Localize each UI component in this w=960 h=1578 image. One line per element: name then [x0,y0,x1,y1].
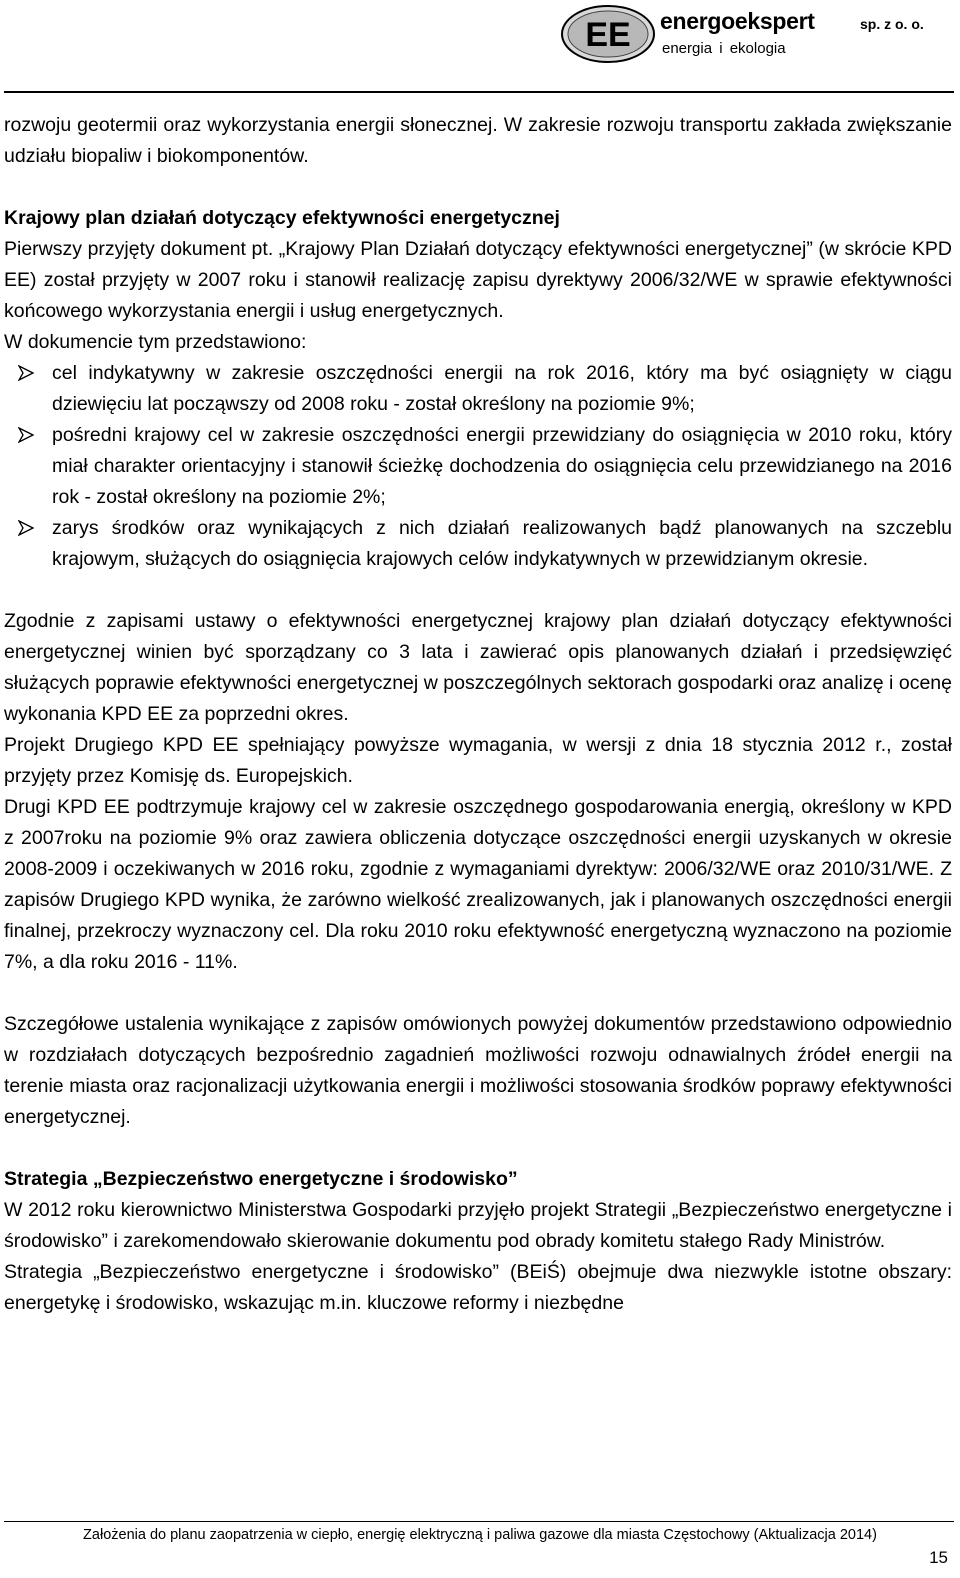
paragraph-strategy-2: Strategia „Bezpieczeństwo energetyczne i środowisko” (BEiŚ) obejmuje dwa niezwykle istotne obszary: energetykę i środowisko, wskazując m.in. kluczowe reformy i niezbędne [4,1261,952,1314]
company-legal-suffix: sp. z o. o. [860,16,924,32]
section-heading-strategy: Strategia „Bezpieczeństwo energetyczne i środowisko” [4,1168,518,1190]
paragraph-kpd: Pierwszy przyjęty dokument pt. „Krajowy Plan Działań dotyczący efektywności energetycznej” (w skrócie KPD EE) został przyjęty w 2007 roku i stanowił realizację zapisu dyrektywy 2006/32/WE w sprawie efektywności końcowego wykorzystania energii i usług energetycznych. [4,238,952,322]
arrow-bullet-icon [18,520,34,536]
list-item [4,358,952,420]
company-name: energoekspert [660,8,815,34]
paragraph-second-kpd: Drugi KPD EE podtrzymuje krajowy cel w zakresie oszczędnego gospodarowania energią, określony w KPD z 2007roku na poziomie 9% oraz zawiera obliczenia dotyczące oszczędności energii uzyskanych w okresie 2008-2009 i oczekiwanych w 2016 roku, zgodnie z wymaganiami dyrektyw: 2006/32/WE oraz 2010/31/WE. Z zapisów Drugiego KPD wynika, że zarówno wielkość zrealizowanych, jak i planowanych oszczędności energii finalnej, przekroczy wyznaczony cel. Dla roku 2010 roku efektywność energetyczną wyznaczono na poziomie 7%, a dla roku 2016 - 11%. [4,796,952,973]
bullet-list [4,358,952,575]
footer-title: Założenia do planu zaopatrzenia w ciepło, energię elektryczną i paliwa gazowe dla miasta Częstochowy (Aktualizacja 2014) [83,1527,877,1543]
spacer [4,978,952,1009]
page-header [0,0,960,72]
ee-logo-icon [560,4,656,64]
paragraph-law: Zgodnie z zapisami ustawy o efektywności energetycznej krajowy plan działań dotyczący efektywności energetycznej winien być sporządzany co 3 lata i zawierać opis planowanych działań i przedsięwzięć służących poprawie efektywności energetycznej w poszczególnych sektorach gospodarki oraz analizę i ocenę wykonania KPD EE za poprzedni okres. [4,610,952,725]
spacer [4,1133,952,1164]
paragraph-intro: rozwoju geotermii oraz wykorzystania energii słonecznej. W zakresie rozwoju transportu zakłada zwiększanie udziału biopaliw i biokomponentów. [4,114,952,167]
company-tagline: energia i ekologia [662,40,786,57]
footer-divider [4,1521,954,1522]
arrow-bullet-icon [18,427,34,443]
paragraph-details: Szczegółowe ustalenia wynikające z zapisów omówionych powyżej dokumentów przedstawiono odpowiednio w rozdziałach dotyczących bezpośrednio zagadnień możliwości rozwoju odnawialnych źródeł energii na terenie miasta oraz racjonalizacji użytkowania energii i możliwości stosowania środków poprawy efektywności energetycznej. [4,1013,952,1128]
list-item-text: cel indykatywny w zakresie oszczędności energii na rok 2016, który ma być osiągnięty w ciągu dziewięciu lat począwszy od 2008 roku - został określony na poziomie 9%; [52,362,952,415]
list-item [4,513,952,575]
company-logo [560,4,950,66]
list-item [4,420,952,513]
logo-mark-text: EE [585,16,631,54]
list-intro: W dokumencie tym przedstawiono: [4,331,307,353]
spacer [4,172,952,203]
list-item-text: pośredni krajowy cel w zakresie oszczędności energii przewidziany do osiągnięcia w 2010 roku, który miał charakter orientacyjny i stanowił ścieżkę dochodzenia do osiągnięcia celu przewidzianego na 2016 rok - został określony na poziomie 2%; [52,424,952,508]
paragraph-strategy-1: W 2012 roku kierownictwo Ministerstwa Gospodarki przyjęło projekt Strategii „Bezpieczeństwo energetyczne i środowisko” i zarekomendowało skierowanie dokumentu pod obrady komitetu stałego Rady Ministrów. [4,1199,952,1252]
list-item-text: zarys środków oraz wynikających z nich działań realizowanych bądź planowanych na szczeblu krajowym, służących do osiągnięcia krajowych celów indykatywnych w przewidzianym okresie. [52,517,952,570]
document-body [4,110,952,1319]
arrow-bullet-icon [18,365,34,381]
section-heading-kpd: Krajowy plan działań dotyczący efektywności energetycznej [4,207,560,229]
spacer [4,575,952,606]
page-number: 15 [929,1548,948,1567]
paragraph-project: Projekt Drugiego KPD EE spełniający powyższe wymagania, w wersji z dnia 18 stycznia 2012 r., został przyjęty przez Komisję ds. Europejskich. [4,734,952,787]
header-divider [4,91,954,93]
